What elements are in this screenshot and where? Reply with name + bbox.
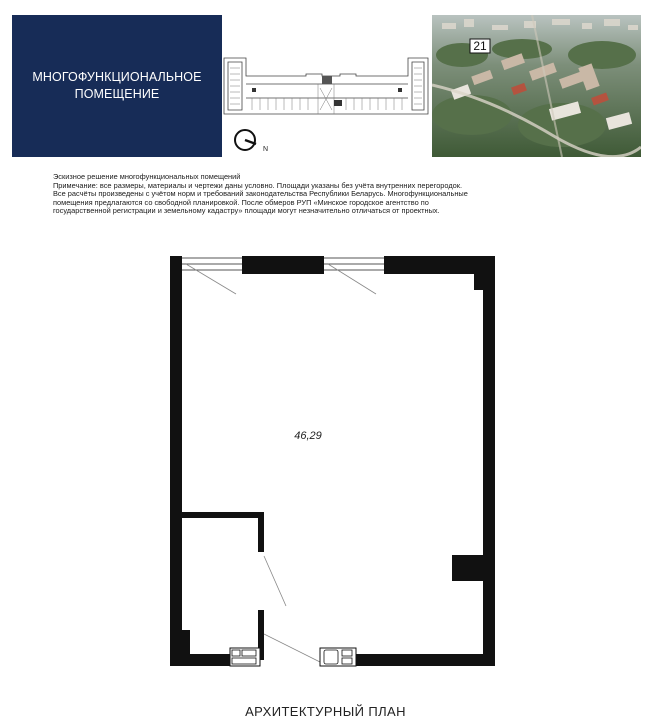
- building-number-label: 21: [473, 39, 487, 53]
- title-block: [12, 15, 222, 157]
- notes-line: помещения предлагаются со свободной планировкой. После обмеров РУП «Минское городское агентство по: [53, 197, 429, 207]
- wall-bottom-left: [170, 654, 230, 666]
- wall-left-thick: [180, 630, 190, 666]
- partition-right-upper: [258, 512, 264, 552]
- wall-top-middle: [242, 256, 324, 274]
- notes-line: Эскизное решение многофункциональных помещений: [53, 172, 241, 181]
- wall-column: [452, 555, 483, 581]
- partition-top: [182, 512, 262, 518]
- page-title: МНОГОФУНКЦИОНАЛЬНОЕ ПОМЕЩЕНИЕ: [32, 70, 202, 101]
- floor-plan: [160, 250, 505, 680]
- notes-line: государственной регистрации и земельному кадастру» площади могут незначительно отличаться от проектных.: [53, 206, 440, 216]
- aerial-view-image: [432, 15, 641, 157]
- room-area-label: 46,29: [294, 430, 322, 442]
- plan-caption: АРХИТЕКТУРНЫЙ ПЛАН: [245, 704, 406, 719]
- wall-top-right-corner: [474, 266, 495, 290]
- wall-right: [483, 256, 495, 666]
- notes-line: Примечание: все размеры, материалы и чертежи даны условно. Площади указаны без учёта внутренних перегородок.: [53, 180, 463, 190]
- compass-icon: [232, 126, 272, 158]
- key-plan-diagram: [222, 52, 430, 116]
- wall-left: [170, 256, 182, 666]
- notes-block: [53, 173, 628, 216]
- compass-north-label: N: [263, 146, 269, 153]
- notes-line: Все расчёты произведены с учётом норм и требований законодательства Республики Беларусь. Многофункциональные: [53, 189, 468, 199]
